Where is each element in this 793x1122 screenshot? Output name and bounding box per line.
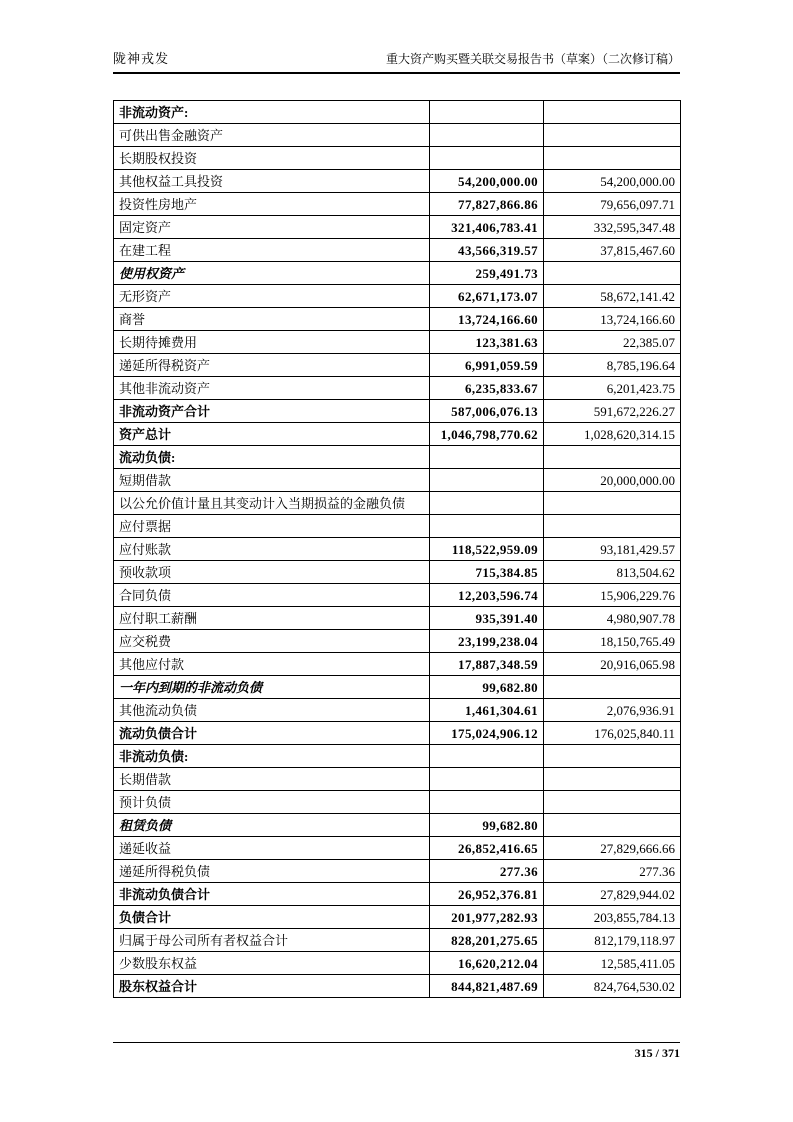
prior-period-value: 277.36 <box>544 860 681 883</box>
prior-period-value: 176,025,840.11 <box>544 722 681 745</box>
prior-period-value: 79,656,097.71 <box>544 193 681 216</box>
current-period-value <box>430 147 544 170</box>
item-label: 在建工程 <box>114 239 430 262</box>
prior-period-value: 27,829,666.66 <box>544 837 681 860</box>
current-period-value <box>430 124 544 147</box>
prior-period-value <box>544 124 681 147</box>
table-row <box>114 400 681 423</box>
prior-period-value: 812,179,118.97 <box>544 929 681 952</box>
table-row <box>114 768 681 791</box>
current-period-value: 259,491.73 <box>430 262 544 285</box>
current-period-value: 1,461,304.61 <box>430 699 544 722</box>
current-period-value: 175,024,906.12 <box>430 722 544 745</box>
table-row <box>114 515 681 538</box>
table-row <box>114 124 681 147</box>
table-row <box>114 423 681 446</box>
item-label: 租赁负债 <box>114 814 430 837</box>
current-period-value: 828,201,275.65 <box>430 929 544 952</box>
prior-period-value <box>544 492 681 515</box>
table-row <box>114 538 681 561</box>
item-label: 可供出售金融资产 <box>114 124 430 147</box>
item-label: 长期待摊费用 <box>114 331 430 354</box>
prior-period-value: 15,906,229.76 <box>544 584 681 607</box>
current-period-value: 844,821,487.69 <box>430 975 544 998</box>
item-label: 合同负债 <box>114 584 430 607</box>
table-row <box>114 653 681 676</box>
balance-sheet-body <box>114 101 681 998</box>
table-row <box>114 561 681 584</box>
current-period-value: 935,391.40 <box>430 607 544 630</box>
table-row <box>114 860 681 883</box>
item-label: 固定资产 <box>114 216 430 239</box>
item-label: 少数股东权益 <box>114 952 430 975</box>
table-row <box>114 722 681 745</box>
table-row <box>114 929 681 952</box>
prior-period-value <box>544 814 681 837</box>
item-label: 一年内到期的非流动负债 <box>114 676 430 699</box>
current-period-value: 118,522,959.09 <box>430 538 544 561</box>
table-row <box>114 101 681 124</box>
prior-period-value <box>544 446 681 469</box>
current-period-value: 54,200,000.00 <box>430 170 544 193</box>
table-row <box>114 147 681 170</box>
item-label: 递延所得税负债 <box>114 860 430 883</box>
item-label: 长期借款 <box>114 768 430 791</box>
item-label: 无形资产 <box>114 285 430 308</box>
item-label: 应交税费 <box>114 630 430 653</box>
item-label: 其他非流动资产 <box>114 377 430 400</box>
table-row <box>114 630 681 653</box>
item-label: 应付职工薪酬 <box>114 607 430 630</box>
current-period-value <box>430 101 544 124</box>
prior-period-value: 12,585,411.05 <box>544 952 681 975</box>
current-period-value: 6,235,833.67 <box>430 377 544 400</box>
prior-period-value: 20,000,000.00 <box>544 469 681 492</box>
item-label: 预收款项 <box>114 561 430 584</box>
prior-period-value <box>544 262 681 285</box>
current-period-value: 23,199,238.04 <box>430 630 544 653</box>
item-label: 股东权益合计 <box>114 975 430 998</box>
current-period-value: 715,384.85 <box>430 561 544 584</box>
item-label: 递延收益 <box>114 837 430 860</box>
item-label: 应付票据 <box>114 515 430 538</box>
page-number: 315 / 371 <box>634 1046 680 1060</box>
table-row <box>114 814 681 837</box>
table-row <box>114 170 681 193</box>
table-row <box>114 676 681 699</box>
item-label: 其他流动负债 <box>114 699 430 722</box>
prior-period-value: 22,385.07 <box>544 331 681 354</box>
prior-period-value: 13,724,166.60 <box>544 308 681 331</box>
prior-period-value <box>544 745 681 768</box>
current-period-value: 1,046,798,770.62 <box>430 423 544 446</box>
item-label: 非流动负债: <box>114 745 430 768</box>
current-period-value: 77,827,866.86 <box>430 193 544 216</box>
table-row <box>114 354 681 377</box>
item-label: 资产总计 <box>114 423 430 446</box>
prior-period-value: 813,504.62 <box>544 561 681 584</box>
table-row <box>114 331 681 354</box>
item-label: 非流动负债合计 <box>114 883 430 906</box>
current-period-value: 6,991,059.59 <box>430 354 544 377</box>
table-row <box>114 745 681 768</box>
table-row <box>114 906 681 929</box>
prior-period-value <box>544 101 681 124</box>
item-label: 长期股权投资 <box>114 147 430 170</box>
company-short-name: 陇神戎发 <box>113 51 170 66</box>
prior-period-value: 8,785,196.64 <box>544 354 681 377</box>
item-label: 投资性房地产 <box>114 193 430 216</box>
prior-period-value: 1,028,620,314.15 <box>544 423 681 446</box>
current-period-value: 17,887,348.59 <box>430 653 544 676</box>
prior-period-value: 203,855,784.13 <box>544 906 681 929</box>
current-period-value: 99,682.80 <box>430 676 544 699</box>
item-label: 非流动资产合计 <box>114 400 430 423</box>
prior-period-value: 18,150,765.49 <box>544 630 681 653</box>
current-period-value: 16,620,212.04 <box>430 952 544 975</box>
current-period-value: 13,724,166.60 <box>430 308 544 331</box>
current-period-value: 201,977,282.93 <box>430 906 544 929</box>
current-period-value <box>430 768 544 791</box>
table-row <box>114 446 681 469</box>
prior-period-value: 2,076,936.91 <box>544 699 681 722</box>
current-period-value: 277.36 <box>430 860 544 883</box>
current-period-value <box>430 745 544 768</box>
current-period-value <box>430 791 544 814</box>
prior-period-value: 93,181,429.57 <box>544 538 681 561</box>
table-row <box>114 699 681 722</box>
prior-period-value <box>544 515 681 538</box>
current-period-value <box>430 492 544 515</box>
doc-footer <box>113 1042 680 1061</box>
current-period-value: 12,203,596.74 <box>430 584 544 607</box>
prior-period-value <box>544 768 681 791</box>
item-label: 非流动资产: <box>114 101 430 124</box>
current-period-value: 43,566,319.57 <box>430 239 544 262</box>
prior-period-value: 824,764,530.02 <box>544 975 681 998</box>
table-row <box>114 377 681 400</box>
prior-period-value <box>544 676 681 699</box>
current-period-value: 26,852,416.65 <box>430 837 544 860</box>
prior-period-value <box>544 791 681 814</box>
current-period-value: 26,952,376.81 <box>430 883 544 906</box>
current-period-value: 62,671,173.07 <box>430 285 544 308</box>
item-label: 流动负债: <box>114 446 430 469</box>
item-label: 递延所得税资产 <box>114 354 430 377</box>
table-row <box>114 239 681 262</box>
doc-header <box>113 48 680 74</box>
item-label: 其他应付款 <box>114 653 430 676</box>
table-row <box>114 975 681 998</box>
item-label: 负债合计 <box>114 906 430 929</box>
prior-period-value: 4,980,907.78 <box>544 607 681 630</box>
prior-period-value: 6,201,423.75 <box>544 377 681 400</box>
table-row <box>114 285 681 308</box>
table-row <box>114 193 681 216</box>
current-period-value: 587,006,076.13 <box>430 400 544 423</box>
prior-period-value: 332,595,347.48 <box>544 216 681 239</box>
item-label: 短期借款 <box>114 469 430 492</box>
prior-period-value: 58,672,141.42 <box>544 285 681 308</box>
table-row <box>114 607 681 630</box>
item-label: 使用权资产 <box>114 262 430 285</box>
table-row <box>114 837 681 860</box>
prior-period-value: 37,815,467.60 <box>544 239 681 262</box>
item-label: 其他权益工具投资 <box>114 170 430 193</box>
current-period-value <box>430 469 544 492</box>
table-row <box>114 469 681 492</box>
prior-period-value: 54,200,000.00 <box>544 170 681 193</box>
prior-period-value <box>544 147 681 170</box>
table-row <box>114 308 681 331</box>
item-label: 流动负债合计 <box>114 722 430 745</box>
item-label: 归属于母公司所有者权益合计 <box>114 929 430 952</box>
report-title: 重大资产购买暨关联交易报告书（草案）（二次修订稿） <box>385 52 680 66</box>
table-row <box>114 262 681 285</box>
table-row <box>114 952 681 975</box>
table-row <box>114 791 681 814</box>
item-label: 预计负债 <box>114 791 430 814</box>
item-label: 以公允价值计量且其变动计入当期损益的金融负债 <box>114 492 430 515</box>
current-period-value: 321,406,783.41 <box>430 216 544 239</box>
current-period-value: 99,682.80 <box>430 814 544 837</box>
prior-period-value: 591,672,226.27 <box>544 400 681 423</box>
prior-period-value: 27,829,944.02 <box>544 883 681 906</box>
prior-period-value: 20,916,065.98 <box>544 653 681 676</box>
table-row <box>114 883 681 906</box>
table-row <box>114 492 681 515</box>
current-period-value: 123,381.63 <box>430 331 544 354</box>
table-row <box>114 584 681 607</box>
current-period-value <box>430 446 544 469</box>
item-label: 商誉 <box>114 308 430 331</box>
balance-sheet-table <box>113 100 681 998</box>
item-label: 应付账款 <box>114 538 430 561</box>
current-period-value <box>430 515 544 538</box>
table-row <box>114 216 681 239</box>
